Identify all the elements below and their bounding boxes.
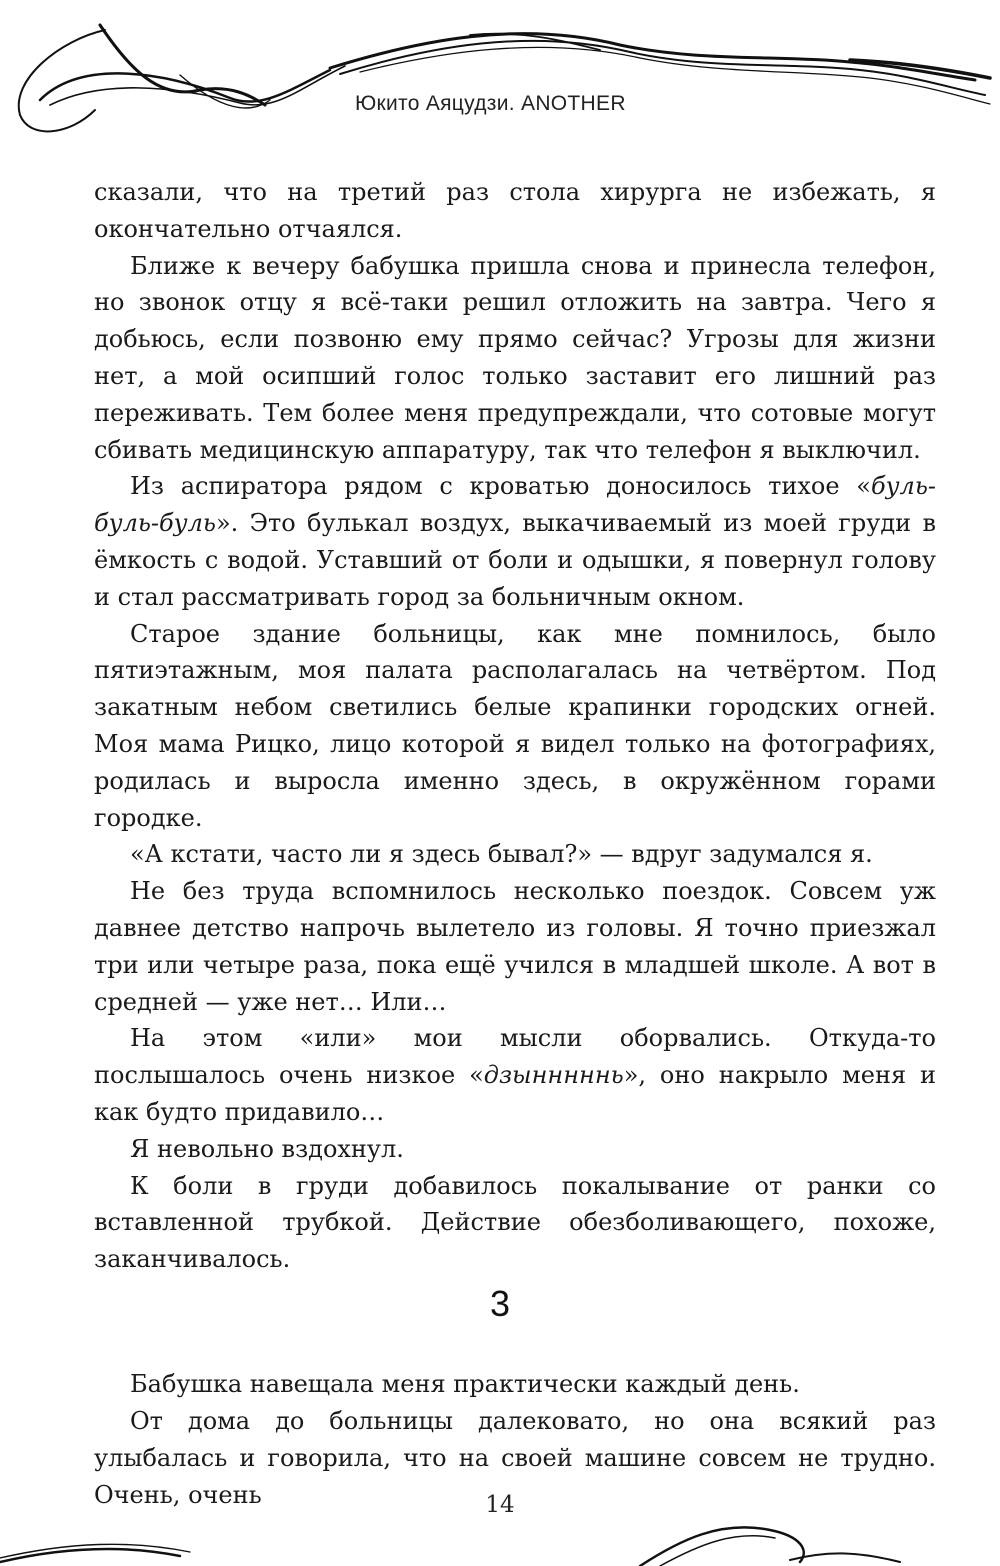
header-ornament [0, 0, 1000, 160]
running-title: Юкито Аяцудзи. ANOTHER [355, 92, 626, 115]
text-span: сказали, что на третий раз стола хирурга не избежать, я окончательно отчаялся. [94, 178, 936, 243]
text-span: К боли в груди добавилось покалывание от ранки со вставленной трубкой. Действие обезболивающего, похоже, заканчивалось. [94, 1171, 936, 1274]
paragraph [94, 616, 936, 837]
paragraph [94, 1366, 936, 1403]
text-span: Ближе к вечеру бабушка пришла снова и принесла телефон, но звонок отцу я всё-таки решил отложить на завтра. Чего я добьюсь, если позвоню ему прямо сейчас? Угрозы для жизни нет, а мой осипший голос только заставит его лишний раз переживать. Тем более меня предупреждали, что сотовые могут сбивать медицинскую аппаратуру, так что телефон я выключил. [94, 251, 936, 464]
text-span: ». Это булькал воздух, выкачиваемый из моей груди в ёмкость с водой. Уставший от боли и одышки, я повернул голову и стал рассматривать город за больничным окном. [94, 509, 936, 611]
text-span: От дома до больницы далековато, но она всякий раз улыбалась и говорила, что на своей машине совсем не трудно. Очень, очень [94, 1407, 936, 1509]
paragraph [94, 1131, 936, 1168]
footer-ornament [0, 1500, 1000, 1566]
text-span: На этом «или» мои мысли оборвались. Откуда-то послышалось очень низкое « [94, 1024, 936, 1090]
paragraph [94, 248, 936, 469]
body-text [94, 174, 936, 1278]
italic-text: дзынннннь [483, 1061, 624, 1090]
paragraph [94, 1020, 936, 1130]
page-number: 14 [485, 1492, 515, 1518]
text-span: Бабушка навещала меня практически каждый день. [130, 1370, 800, 1398]
text-span: Из аспиратора рядом с кроватью доносилось тихое « [130, 472, 871, 501]
text-span: Не без труда вспомнилось несколько поездок. Совсем уж давнее детство напрочь вылетело из головы. Я точно приезжал три или четыре раза, пока ещё учился в младшей школе. А вот в средней — уже нет… Или… [94, 877, 936, 1016]
paragraph [94, 1168, 936, 1278]
text-span: «А кстати, часто ли я здесь бывал?» — вдруг задумался я. [130, 840, 873, 869]
chapter-number: 3 [489, 1283, 511, 1324]
paragraph [94, 836, 936, 873]
text-span: », оно накрыло меня и как будто придавило… [94, 1061, 936, 1126]
paragraph [94, 873, 936, 1020]
text-span: Старое здание больницы, как мне помнилось, было пятиэтажным, моя палата располагалась на четвёртом. Под закатным небом светились белые крапинки городских огней. Моя мама Рицко, лицо которой я видел только на фотографиях, родилась и выросла именно здесь, в окружённом горами городке. [94, 619, 936, 832]
paragraph [94, 174, 936, 248]
text-span: Я невольно вздохнул. [130, 1134, 404, 1163]
italic-text: буль-буль-буль [94, 472, 936, 538]
paragraph [94, 468, 936, 615]
